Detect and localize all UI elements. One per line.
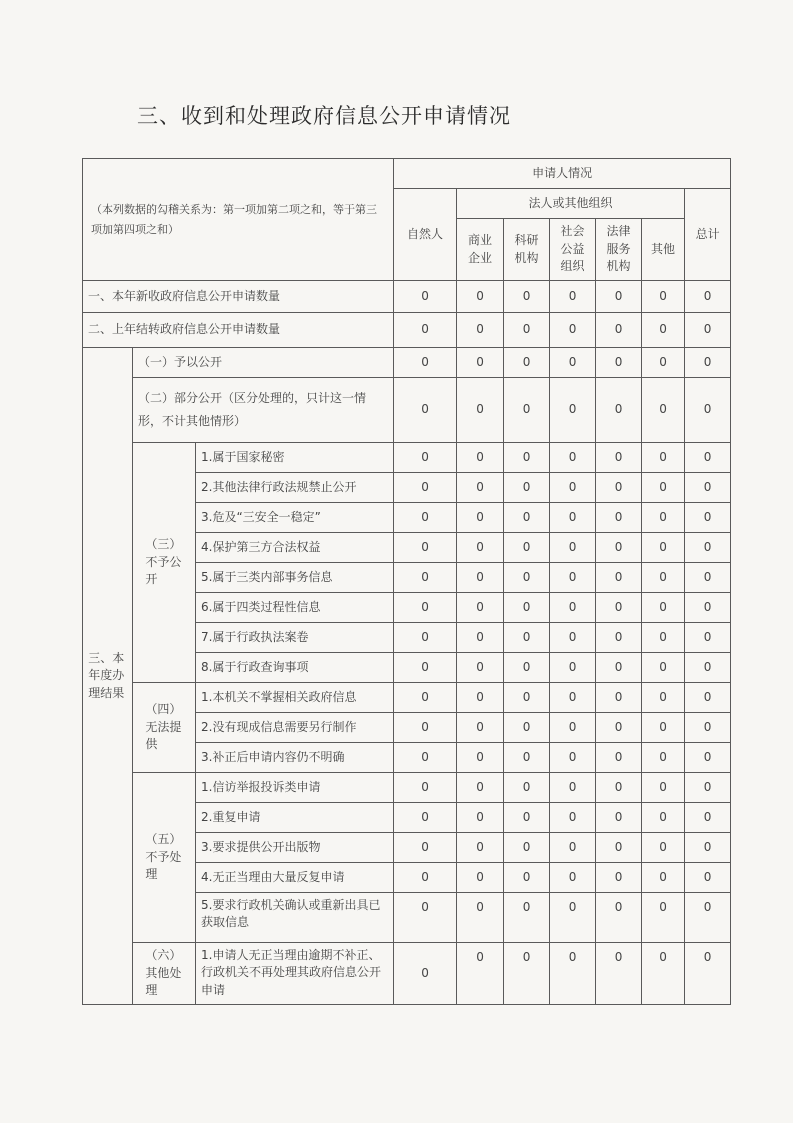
- cell-value: 0: [457, 313, 504, 348]
- header-legal-service: 法律服务机构: [596, 219, 642, 281]
- row-label: 6.属于四类过程性信息: [196, 593, 394, 623]
- cell-value: 0: [642, 943, 685, 1005]
- cell-value: 0: [457, 533, 504, 563]
- cell-value: 0: [457, 833, 504, 863]
- cell-value: 0: [550, 443, 596, 473]
- cell-value: 0: [550, 623, 596, 653]
- cell-value: 0: [504, 653, 550, 683]
- cell-value: 0: [457, 893, 504, 943]
- table-row: [83, 281, 731, 313]
- cell-value: 0: [596, 443, 642, 473]
- cell-value: 0: [550, 713, 596, 743]
- header-research: 科研机构: [504, 219, 550, 281]
- cell-value: 0: [642, 863, 685, 893]
- header-legal-group: 法人或其他组织: [457, 189, 685, 219]
- cell-value: 0: [394, 743, 457, 773]
- cell-value: 0: [685, 503, 731, 533]
- cell-value: 0: [596, 773, 642, 803]
- cell-value: 0: [504, 623, 550, 653]
- cell-value: 0: [457, 348, 504, 378]
- cell-value: 0: [596, 593, 642, 623]
- cell-value: 0: [394, 378, 457, 443]
- cell-value: 0: [394, 863, 457, 893]
- header-social: 社会公益组织: [550, 219, 596, 281]
- cell-value: 0: [642, 683, 685, 713]
- cell-value: 0: [394, 593, 457, 623]
- cell-value: 0: [394, 713, 457, 743]
- cell-value: 0: [550, 503, 596, 533]
- cell-value: 0: [504, 348, 550, 378]
- cell-value: 0: [394, 773, 457, 803]
- cell-value: 0: [642, 593, 685, 623]
- cell-value: 0: [457, 653, 504, 683]
- row-label: 4.无正当理由大量反复申请: [196, 863, 394, 893]
- cell-value: 0: [685, 743, 731, 773]
- cell-value: 0: [685, 683, 731, 713]
- cell-value: 0: [596, 943, 642, 1005]
- cell-value: 0: [596, 713, 642, 743]
- cell-value: 0: [596, 623, 642, 653]
- cell-value: 0: [394, 683, 457, 713]
- row-label: 一、本年新收政府信息公开申请数量: [83, 281, 394, 313]
- cell-value: 0: [550, 863, 596, 893]
- cell-value: 0: [504, 863, 550, 893]
- cell-value: 0: [394, 348, 457, 378]
- cell-value: 0: [642, 743, 685, 773]
- cell-value: 0: [596, 281, 642, 313]
- cell-value: 0: [596, 803, 642, 833]
- cell-value: 0: [504, 743, 550, 773]
- table-row: [83, 773, 731, 803]
- row-label: 3.补正后申请内容仍不明确: [196, 743, 394, 773]
- table-row: [83, 943, 731, 1005]
- cell-value: 0: [642, 443, 685, 473]
- row-label: 5.属于三类内部事务信息: [196, 563, 394, 593]
- group-label: （三）不予公开: [133, 443, 196, 683]
- cell-value: 0: [550, 563, 596, 593]
- cell-value: 0: [504, 281, 550, 313]
- row-label: 3.要求提供公开出版物: [196, 833, 394, 863]
- cell-value: 0: [550, 653, 596, 683]
- cell-value: 0: [685, 563, 731, 593]
- cell-value: 0: [685, 533, 731, 563]
- cell-value: 0: [550, 593, 596, 623]
- row-label: 二、上年结转政府信息公开申请数量: [83, 313, 394, 348]
- cell-value: 0: [642, 348, 685, 378]
- cell-value: 0: [550, 803, 596, 833]
- cell-value: 0: [394, 313, 457, 348]
- cell-value: 0: [685, 378, 731, 443]
- cell-value: 0: [596, 893, 642, 943]
- row-label: 1.属于国家秘密: [196, 443, 394, 473]
- cell-value: 0: [504, 943, 550, 1005]
- cell-value: 0: [642, 893, 685, 943]
- row-label: 4.保护第三方合法权益: [196, 533, 394, 563]
- cell-value: 0: [550, 773, 596, 803]
- cell-value: 0: [504, 893, 550, 943]
- cell-value: 0: [394, 803, 457, 833]
- cell-value: 0: [685, 281, 731, 313]
- cell-value: 0: [642, 653, 685, 683]
- cell-value: 0: [550, 533, 596, 563]
- cell-value: 0: [394, 563, 457, 593]
- cell-value: 0: [457, 683, 504, 713]
- row-label: 2.其他法律行政法规禁止公开: [196, 473, 394, 503]
- cell-value: 0: [642, 563, 685, 593]
- cell-value: 0: [596, 313, 642, 348]
- header-note: （本列数据的勾稽关系为：第一项加第二项之和，等于第三项加第四项之和）: [91, 202, 377, 236]
- table-row: [83, 378, 731, 443]
- cell-value: 0: [504, 833, 550, 863]
- cell-value: 0: [642, 378, 685, 443]
- cell-value: 0: [457, 378, 504, 443]
- cell-value: 0: [642, 833, 685, 863]
- cell-value: 0: [394, 833, 457, 863]
- cell-value: 0: [457, 593, 504, 623]
- cell-value: 0: [642, 803, 685, 833]
- cell-value: 0: [642, 533, 685, 563]
- cell-value: 0: [685, 863, 731, 893]
- row-label: 1.申请人无正当理由逾期不补正、行政机关不再处理其政府信息公开申请: [196, 943, 394, 1005]
- row-label: （一）予以公开: [133, 348, 394, 378]
- cell-value: 0: [550, 743, 596, 773]
- row-label: 1.本机关不掌握相关政府信息: [196, 683, 394, 713]
- cell-value: 0: [685, 833, 731, 863]
- cell-value: 0: [642, 713, 685, 743]
- header-business: 商业企业: [457, 219, 504, 281]
- cell-value: 0: [394, 503, 457, 533]
- cell-value: 0: [685, 893, 731, 943]
- cell-value: 0: [550, 348, 596, 378]
- group-label: （五）不予处理: [133, 773, 196, 943]
- cell-value: 0: [642, 313, 685, 348]
- row-label: 2.没有现成信息需要另行制作: [196, 713, 394, 743]
- cell-value: 0: [504, 563, 550, 593]
- row-label: （二）部分公开（区分处理的，只计这一情形，不计其他情形）: [133, 378, 394, 443]
- cell-value: 0: [504, 473, 550, 503]
- cell-value: 0: [685, 773, 731, 803]
- cell-value: 0: [685, 348, 731, 378]
- cell-value: 0: [504, 803, 550, 833]
- cell-value: 0: [550, 473, 596, 503]
- cell-value: 0: [504, 503, 550, 533]
- cell-value: 0: [596, 503, 642, 533]
- cell-value: 0: [457, 473, 504, 503]
- table-row: [83, 313, 731, 348]
- cell-value: 0: [394, 623, 457, 653]
- cell-value: 0: [457, 563, 504, 593]
- cell-value: 0: [596, 563, 642, 593]
- cell-value: 0: [596, 348, 642, 378]
- cell-value: 0: [457, 773, 504, 803]
- section3-label: 三、本年度办理结果: [83, 348, 133, 1005]
- cell-value: 0: [504, 313, 550, 348]
- table-row: [83, 683, 731, 713]
- cell-value: 0: [394, 281, 457, 313]
- cell-value: 0: [596, 533, 642, 563]
- cell-value: 0: [596, 378, 642, 443]
- cell-value: 0: [504, 683, 550, 713]
- cell-value: 0: [394, 653, 457, 683]
- cell-value: 0: [596, 683, 642, 713]
- cell-value: 0: [394, 943, 457, 1005]
- row-label: 2.重复申请: [196, 803, 394, 833]
- cell-value: 0: [550, 833, 596, 863]
- cell-value: 0: [685, 473, 731, 503]
- cell-value: 0: [642, 623, 685, 653]
- cell-value: 0: [504, 443, 550, 473]
- header-natural-person: 自然人: [394, 189, 457, 281]
- cell-value: 0: [504, 593, 550, 623]
- row-label: 5.要求行政机关确认或重新出具已获取信息: [196, 893, 394, 943]
- cell-value: 0: [685, 443, 731, 473]
- cell-value: 0: [596, 653, 642, 683]
- header-note-cell: [83, 159, 394, 281]
- cell-value: 0: [457, 863, 504, 893]
- cell-value: 0: [596, 743, 642, 773]
- row-label: 3.危及“三安全一稳定”: [196, 503, 394, 533]
- cell-value: 0: [394, 443, 457, 473]
- cell-value: 0: [596, 863, 642, 893]
- header-other: 其他: [642, 219, 685, 281]
- cell-value: 0: [457, 623, 504, 653]
- cell-value: 0: [504, 378, 550, 443]
- cell-value: 0: [457, 713, 504, 743]
- cell-value: 0: [457, 503, 504, 533]
- table-row: [83, 443, 731, 473]
- cell-value: 0: [457, 943, 504, 1005]
- page-title: 三、收到和处理政府信息公开申请情况: [137, 104, 511, 128]
- cell-value: 0: [504, 773, 550, 803]
- row-label: 7.属于行政执法案卷: [196, 623, 394, 653]
- cell-value: 0: [685, 313, 731, 348]
- cell-value: 0: [685, 653, 731, 683]
- cell-value: 0: [596, 473, 642, 503]
- cell-value: 0: [642, 281, 685, 313]
- table-row: [83, 348, 731, 378]
- cell-value: 0: [596, 833, 642, 863]
- cell-value: 0: [550, 893, 596, 943]
- cell-value: 0: [550, 281, 596, 313]
- cell-value: 0: [550, 378, 596, 443]
- header-applicant-info: 申请人情况: [394, 159, 731, 189]
- cell-value: 0: [550, 313, 596, 348]
- cell-value: 0: [642, 773, 685, 803]
- cell-value: 0: [685, 943, 731, 1005]
- cell-value: 0: [394, 473, 457, 503]
- row-label: 8.属于行政查询事项: [196, 653, 394, 683]
- cell-value: 0: [457, 281, 504, 313]
- cell-value: 0: [504, 713, 550, 743]
- cell-value: 0: [642, 503, 685, 533]
- header-total: 总计: [685, 189, 731, 281]
- cell-value: 0: [457, 803, 504, 833]
- row-label: 1.信访举报投诉类申请: [196, 773, 394, 803]
- cell-value: 0: [685, 623, 731, 653]
- cell-value: 0: [642, 473, 685, 503]
- cell-value: 0: [685, 803, 731, 833]
- cell-value: 0: [394, 533, 457, 563]
- group-label: （六）其他处理: [133, 943, 196, 1005]
- group-label: （四）无法提供: [133, 683, 196, 773]
- cell-value: 0: [550, 943, 596, 1005]
- cell-value: 0: [457, 743, 504, 773]
- cell-value: 0: [550, 683, 596, 713]
- cell-value: 0: [685, 593, 731, 623]
- info-disclosure-table: [82, 158, 731, 1005]
- cell-value: 0: [685, 713, 731, 743]
- cell-value: 0: [394, 893, 457, 943]
- cell-value: 0: [457, 443, 504, 473]
- cell-value: 0: [504, 533, 550, 563]
